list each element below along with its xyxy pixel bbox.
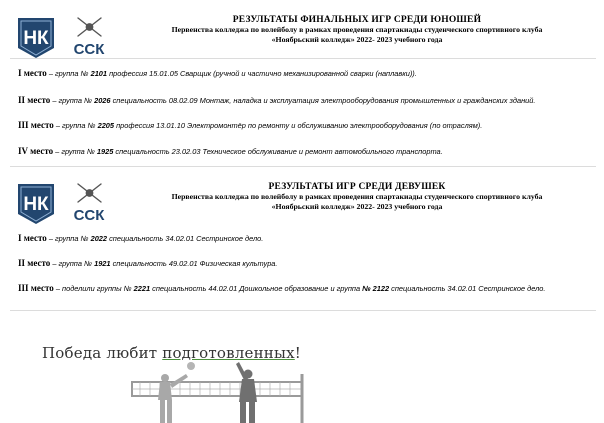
volleyball-net-icon [132, 374, 302, 423]
divider [10, 58, 596, 59]
girls-place-1: I место – группа № 2022 специальность 34.02.01 Сестринское дело. [18, 233, 264, 243]
svg-text:ССК: ССК [73, 207, 105, 224]
svg-text:НК: НК [23, 28, 49, 49]
boys-place-4: IV место – группа № 1925 специальность 23.02.03 Техническое обслуживание и ремонт автомобильного транспорта. [18, 146, 443, 156]
boys-title: РЕЗУЛЬТАТЫ ФИНАЛЬНЫХ ИГР СРЕДИ ЮНОШЕЙ [232, 15, 482, 25]
volleyball-players-illustration [60, 360, 320, 423]
girls-subtitle-line1: Первенства колледжа по волейболу в рамках проведения спартакиады студенческого спортивного клуба [171, 192, 543, 201]
boys-place-3: III место – группа № 2205 профессия 13.01.10 Электромонтёр по ремонту и обслуживанию электрооборудования (по отраслям). [18, 120, 483, 130]
girls-title: РЕЗУЛЬТАТЫ ИГР СРЕДИ ДЕВУШЕК [268, 182, 446, 192]
boys-subtitle-line2: «Ноябрьский колледж» 2022- 2023 учебного года [271, 35, 443, 44]
boys-subtitle-line1: Первенства колледжа по волейболу в рамках проведения спартакиады студенческого спортивного клуба [171, 25, 543, 34]
girls-subtitle-line2: «Ноябрьский колледж» 2022- 2023 учебного года [271, 202, 443, 211]
svg-text:НК: НК [23, 194, 49, 215]
sport-club-logo-icon [68, 14, 110, 60]
divider [10, 166, 596, 167]
boys-place-2: II место – группа № 2026 специальность 08.02.09 Монтаж, наладка и эксплуатация электрооборудования промышленных и гражданских зданий. [18, 95, 536, 105]
college-logo-icon [14, 14, 58, 60]
boys-place-1: I место – группа № 2101 профессия 15.01.05 Сварщик (ручной и частично механизированной сварки (наплавки)). [18, 68, 417, 78]
boys-heading [118, 15, 596, 45]
girls-heading [118, 182, 596, 212]
sport-club-logo-icon [68, 180, 110, 226]
girls-place-3: III место – поделили группы № 2221 специальность 44.02.01 Дошкольное образование и группа № 2122 специальность 34.02.01 Сестринское дело. [18, 283, 546, 293]
logos-girls [14, 180, 110, 226]
college-logo-icon [14, 180, 58, 226]
svg-text:ССК: ССК [73, 41, 105, 58]
volleyball-ball-icon [187, 362, 195, 370]
girls-place-2: II место – группа № 1921 специальность 49.02.01 Физическая культура. [18, 258, 278, 268]
divider [10, 310, 596, 311]
logos-boys [14, 14, 110, 60]
player-right-icon [236, 362, 257, 423]
motto: Победа любит подготовленных! [42, 344, 302, 362]
